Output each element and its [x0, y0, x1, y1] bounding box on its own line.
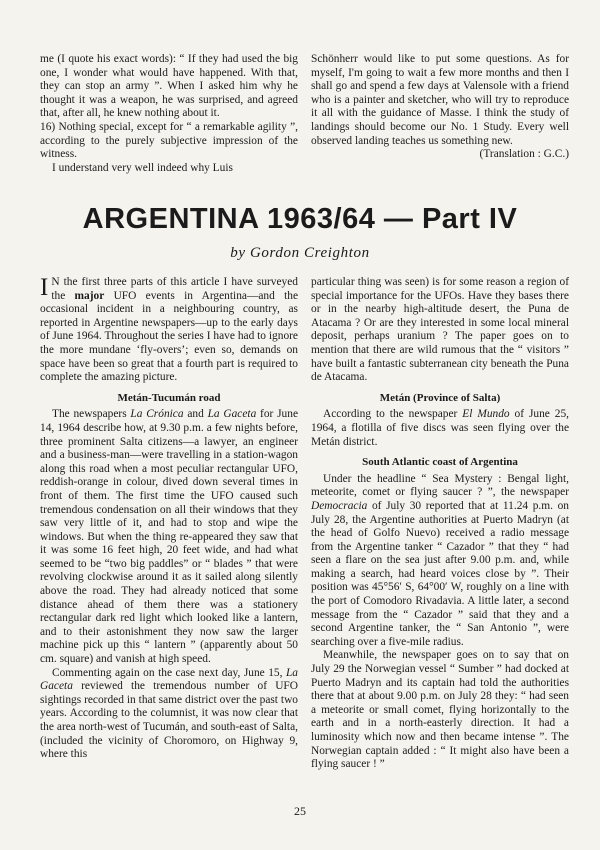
- text-run: of July 30 reported that at 11.24 p.m. on July 28, the Argentine authorities at Puerto Madryn (at the head of Golfo Nuevo) received a radio message from the Argentine tanker “ Cazador ” that they “ had seen a flare on the sea just after 9.00 p.m. and, while making a search, had heard voices close by ”. Their position was 45°56′ S, 64°00′ W, roughly on a line with the port of Comodoro Rivadavia. A little later, a second message from the “ Cazador ” said that they and a second Argentine tanker, the “ San Antonio ”, were searching over a five-mile radius.: [311, 499, 569, 648]
- drop-cap: I: [40, 274, 49, 301]
- article-title: ARGENTINA 1963/64 — Part IV: [82, 203, 518, 235]
- paragraph: particular thing was seen) is for some reason a region of special importance for the UFOs. Have they bases there or in the nearby high-altitude desert, the Puna de Atacama ? Or are they interested in some local mineral deposit, perhaps uranium ? The paper goes on to mention that there are wild rumous that the “ visitors ” have built a fantastic subterranean city beneath the Puna de Atacama.: [311, 276, 569, 384]
- paragraph: I understand very well indeed why Luis: [52, 161, 233, 174]
- newspaper-name: La Gaceta: [207, 408, 257, 421]
- text-run: N the first three parts of this article I have surveyed the: [51, 276, 298, 302]
- continued-text-right: [311, 53, 569, 162]
- text-run: UFO events in Argentina—and the occasional incident in a neighbouring country, as reported in Argentine newspapers—up to the early days of June 1964. Throughout the series I have had to ignore the more mundane ‘fly-overs’; even so, demands on space have been so great that a fourth part is required to complete the amazing picture.: [40, 289, 298, 384]
- continued-text-left: [40, 53, 298, 175]
- paragraph: [311, 408, 569, 449]
- newspaper-name: Democracia: [311, 499, 368, 512]
- section-heading: Metán (Province of Salta): [379, 391, 501, 404]
- section-heading: South Atlantic coast of Argentina: [362, 456, 518, 469]
- page-number: 25: [294, 804, 306, 818]
- paragraph: me (I quote his exact words): “ If they had used the big one, I wonder what would have happened. With that, they can stop an army ”. When I asked him why he thought it was a weapon, he was surprised, and agreed that, after all, he knew nothing about it.: [40, 53, 298, 120]
- paragraph: [311, 473, 569, 650]
- paragraph: [40, 667, 298, 762]
- text-run: According to the newspaper: [323, 408, 463, 421]
- paragraph: 16) Nothing special, except for “ a remarkable agility ”, according to the purely subjective impression of the witness.: [40, 120, 298, 161]
- text-run: The newspapers: [52, 408, 131, 421]
- newspaper-name: La Gaceta: [40, 666, 298, 693]
- text-run: for June 14, 1964 describe how, at 9.30 p.m. a few nights before, three prominent Salta citizens—a lawyer, an engineer and a business-man—were travelling in a station-wagon along this road when a most peculiar rectangular UFO, reddish-orange in colour, dived down several times in front of them. The first time the UFO caused such tremendous condensation on all their windows that they saw very little of it, and had to stop and wipe the windows. But when the thing re-appeared they saw that it was some 16 feet high, 20 feet wide, and had what seemed to be “two big paddles” or “ blades ” that were revolving clockwise around it as it sailed along silently above the road. They had already noticed that some distance ahead of them there was a stationery rectangular dark red light which looked like a lantern, and to their astonishment they now saw the larger machine pick up this “ lantern ” (apparently about 50 cm. square) and vanish at high speed.: [40, 408, 298, 666]
- bold-text: major: [74, 289, 105, 302]
- newspaper-name: El Mundo: [462, 408, 510, 421]
- paragraph: [40, 408, 298, 666]
- text-run: Under the headline “ Sea Mystery : Bengal light, meteorite, comet or flying saucer ? ”, the newspaper: [311, 472, 569, 499]
- intro-paragraph: [40, 276, 298, 385]
- text-run: Commenting again on the case next day, June 15,: [52, 666, 286, 679]
- translation-credit: (Translation : G.C.): [479, 148, 569, 161]
- article-column-right: [311, 276, 569, 772]
- text-run: reviewed the tremendous number of UFO sightings recorded in that same district over the past two years. According to the columnist, it was now clear that the area north-west of Tucumán, and south-east of Salta, (included the vicinity of Choromoro, on Highway 9, where this: [40, 680, 298, 761]
- article-byline: by Gordon Creighton: [230, 245, 370, 261]
- paragraph: Schönherr would like to put some questions. As for myself, I'm going to wait a few more months and then I shall go and spend a few days at Valensole with a friend who is a painter and sketcher, who will try to reproduce it all with the guidance of Masse. I think the study of landings should become our No. 1 Study. Every well observed landing teaches us something new.: [311, 53, 569, 147]
- section-heading: Metán-Tucumán road: [117, 391, 221, 404]
- newspaper-name: La Crónica: [130, 408, 184, 421]
- article-column-left: [40, 276, 298, 762]
- text-run: and: [183, 408, 208, 421]
- paragraph: Meanwhile, the newspaper goes on to say that on July 29 the Norwegian vessel “ Sumber ” had docked at Puerto Madryn and its captain had told the authorities there that at about 9.00 p.m. on July 28 they: “ had seen a meteorite or small comet, flying horizontally to the earth and in a north-easterly direction. It had a luminosity which now and then became intense ”. The Norwegian captain added : “ It might also have been a flying saucer ! ”: [311, 649, 569, 771]
- text-run: of June 25, 1964, a flotilla of five discs was seen flying over the Metán district.: [311, 408, 569, 448]
